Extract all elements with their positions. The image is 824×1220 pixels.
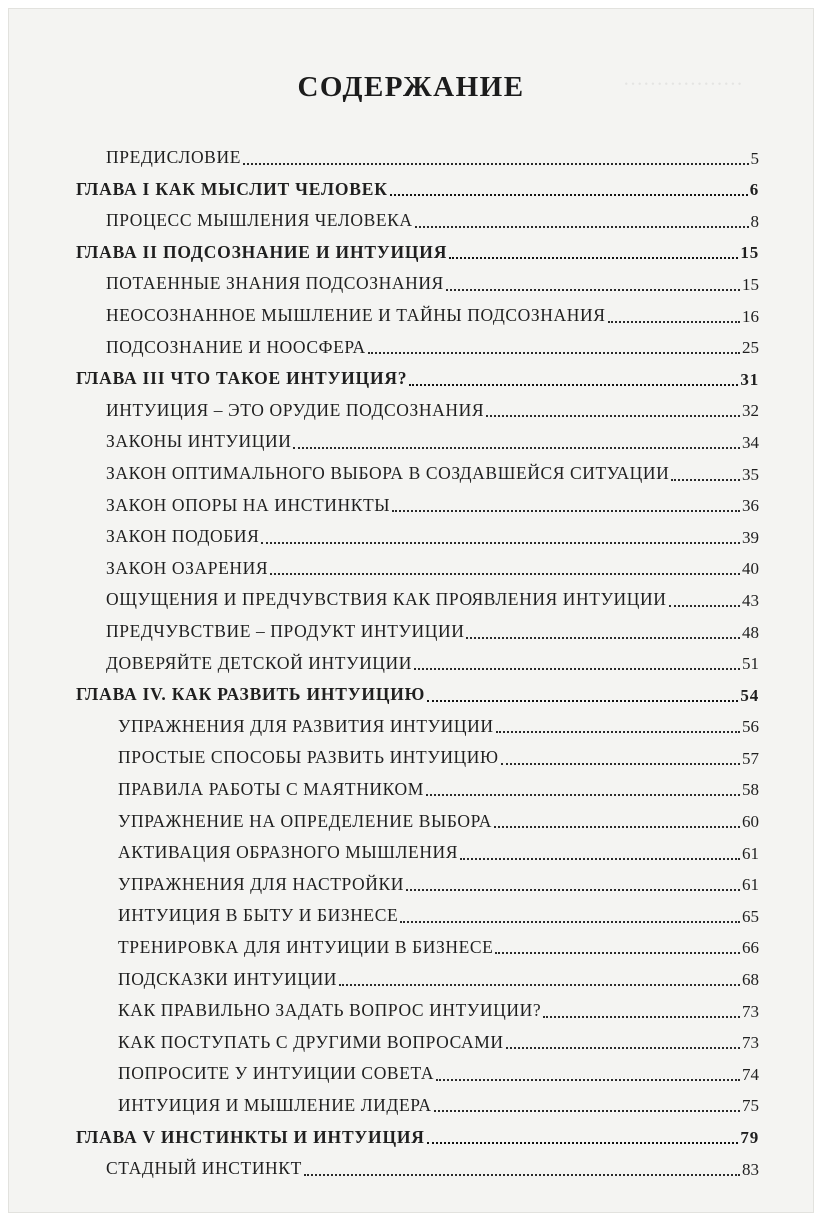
dot-leader	[414, 668, 740, 670]
toc-entry-title: ПОДСКАЗКИ ИНТУИЦИИ	[118, 968, 338, 989]
toc-page-number: 32	[742, 401, 759, 421]
dot-leader	[392, 510, 740, 512]
toc-page-number: 34	[742, 432, 759, 452]
toc-entry-title: ПРОЦЕСС МЫШЛЕНИЯ ЧЕЛОВЕКА	[106, 210, 413, 231]
toc-page-number: 54	[740, 685, 759, 705]
toc-page-number: 61	[742, 843, 759, 863]
toc-section-row	[9, 895, 814, 927]
toc-page-number: 61	[742, 875, 759, 895]
dot-leader	[449, 257, 738, 259]
toc-entry-title: ИНТУИЦИЯ И МЫШЛЕНИЕ ЛИДЕРА	[118, 1094, 432, 1115]
dot-leader	[506, 1047, 740, 1049]
toc-entry-title: ЗАКОН ОПТИМАЛЬНОГО ВЫБОРА В СОЗДАВШЕЙСЯ СИТУАЦИИ	[106, 463, 670, 484]
table-of-contents	[9, 137, 814, 1180]
toc-section-row	[9, 1022, 814, 1054]
toc-section-row	[9, 1053, 814, 1085]
toc-entry-title: АКТИВАЦИЯ ОБРАЗНОГО МЫШЛЕНИЯ	[118, 842, 459, 863]
toc-page-number: 48	[742, 622, 759, 642]
toc-section-row	[9, 327, 814, 359]
toc-page-number: 75	[742, 1096, 759, 1116]
toc-page-number: 35	[742, 464, 759, 484]
toc-entry-title: УПРАЖНЕНИЯ ДЛЯ НАСТРОЙКИ	[118, 873, 405, 894]
toc-entry-title: ГЛАВА V ИНСТИНКТЫ И ИНТУИЦИЯ	[76, 1126, 425, 1147]
toc-section-row	[9, 737, 814, 769]
dot-leader	[543, 1016, 740, 1018]
toc-section-row	[9, 485, 814, 517]
dot-leader	[270, 573, 740, 575]
dot-leader	[495, 952, 740, 954]
toc-entry-title: УПРАЖНЕНИЯ ДЛЯ РАЗВИТИЯ ИНТУИЦИИ	[118, 715, 494, 736]
dot-leader	[486, 415, 740, 417]
toc-entry-title: ЗАКОН ОПОРЫ НА ИНСТИНКТЫ	[106, 494, 391, 515]
toc-entry-title: ЗАКОН ПОДОБИЯ	[106, 526, 260, 547]
toc-page-number: 15	[740, 243, 759, 263]
dot-leader	[406, 889, 740, 891]
toc-chapter-row	[9, 232, 814, 264]
dot-leader	[368, 352, 740, 354]
toc-section-row	[9, 453, 814, 485]
dot-leader	[460, 858, 740, 860]
dot-leader	[304, 1174, 740, 1176]
toc-page-number: 5	[750, 148, 759, 168]
toc-page-number: 43	[742, 590, 759, 610]
toc-entry-title: УПРАЖНЕНИЕ НА ОПРЕДЕЛЕНИЕ ВЫБОРА	[118, 810, 492, 831]
toc-section-row	[9, 200, 814, 232]
toc-section-row	[9, 421, 814, 453]
toc-entry-title: КАК ПРАВИЛЬНО ЗАДАТЬ ВОПРОС ИНТУИЦИИ?	[118, 1000, 542, 1021]
dot-leader	[466, 637, 740, 639]
toc-section-row	[9, 800, 814, 832]
toc-page-number: 40	[742, 559, 759, 579]
toc-page-number: 60	[742, 812, 759, 832]
toc-entry-title: НЕОСОЗНАННОЕ МЫШЛЕНИЕ И ТАЙНЫ ПОДСОЗНАНИЯ	[106, 305, 606, 326]
toc-section-row	[9, 263, 814, 295]
toc-section-row	[9, 958, 814, 990]
dot-leader	[434, 1110, 740, 1112]
toc-section-row	[9, 390, 814, 422]
dot-leader	[501, 763, 740, 765]
toc-page-number: 57	[742, 748, 759, 768]
dot-leader	[243, 163, 749, 165]
toc-page-number: 73	[742, 1033, 759, 1053]
dot-leader	[669, 605, 740, 607]
toc-page-number: 58	[742, 780, 759, 800]
toc-chapter-row	[9, 358, 814, 390]
toc-entry-title: ИНТУИЦИЯ В БЫТУ И БИЗНЕСЕ	[118, 905, 399, 926]
toc-section-row	[9, 516, 814, 548]
toc-page-number: 8	[750, 211, 759, 231]
toc-page-number: 31	[740, 369, 759, 389]
toc-section-row	[9, 295, 814, 327]
book-page	[8, 8, 814, 1213]
toc-section-row	[9, 137, 814, 169]
toc-entry-title: ОЩУЩЕНИЯ И ПРЕДЧУВСТВИЯ КАК ПРОЯВЛЕНИЯ ИНТУИЦИИ	[106, 589, 667, 610]
toc-section-row	[9, 769, 814, 801]
dot-leader	[261, 542, 740, 544]
toc-entry-title: ИНТУИЦИЯ – ЭТО ОРУДИЕ ПОДСОЗНАНИЯ	[106, 399, 485, 420]
toc-entry-title: СТАДНЫЙ ИНСТИНКТ	[106, 1158, 302, 1179]
toc-page-number: 25	[742, 338, 759, 358]
toc-section-row	[9, 927, 814, 959]
toc-page-number: 66	[742, 938, 759, 958]
toc-page-number: 79	[740, 1128, 759, 1147]
toc-entry-title: ПРЕДИСЛОВИЕ	[106, 147, 241, 168]
toc-entry-title: ГЛАВА II ПОДСОЗНАНИЕ И ИНТУИЦИЯ	[76, 241, 448, 262]
dot-leader	[671, 479, 740, 481]
toc-entry-title: КАК ПОСТУПАТЬ С ДРУГИМИ ВОПРОСАМИ	[118, 1031, 504, 1052]
toc-section-row	[9, 832, 814, 864]
toc-entry-title: ПРАВИЛА РАБОТЫ С МАЯТНИКОМ	[118, 778, 424, 799]
dot-leader	[409, 384, 738, 386]
toc-entry-title: ПОДСОЗНАНИЕ И НООСФЕРА	[106, 336, 366, 357]
toc-section-row	[9, 548, 814, 580]
toc-section-row	[9, 643, 814, 675]
toc-entry-title: ЗАКОН ОЗАРЕНИЯ	[106, 557, 269, 578]
toc-section-row	[9, 1148, 814, 1180]
toc-page-number: 68	[742, 970, 759, 990]
dot-leader	[400, 921, 740, 923]
toc-page-number: 73	[742, 1001, 759, 1021]
toc-page-number: 15	[742, 274, 759, 294]
dot-leader	[494, 826, 740, 828]
toc-page-number: 51	[742, 654, 759, 674]
toc-page-number: 39	[742, 527, 759, 547]
toc-page-number: 16	[742, 306, 759, 326]
toc-entry-title: ПРЕДЧУВСТВИЕ – ПРОДУКТ ИНТУИЦИИ	[106, 621, 465, 641]
toc-section-row	[9, 611, 814, 643]
toc-page-number: 56	[742, 717, 759, 737]
dot-leader	[496, 731, 740, 733]
toc-entry-title: ДОВЕРЯЙТЕ ДЕТСКОЙ ИНТУИЦИИ	[106, 652, 413, 673]
toc-entry-title: ГЛАВА III ЧТО ТАКОЕ ИНТУИЦИЯ?	[76, 368, 408, 389]
toc-page-number: 83	[742, 1159, 759, 1179]
toc-page-number: 6	[749, 180, 759, 200]
dot-leader	[390, 194, 748, 196]
toc-chapter-row	[9, 169, 814, 201]
dot-leader	[339, 984, 740, 986]
dot-leader	[415, 226, 749, 228]
dot-leader	[427, 700, 738, 702]
dot-leader	[293, 447, 740, 449]
page-title: СОДЕРЖАНИЕ	[297, 71, 525, 103]
toc-chapter-row	[9, 674, 814, 706]
toc-entry-title: ТРЕНИРОВКА ДЛЯ ИНТУИЦИИ В БИЗНЕСЕ	[118, 936, 494, 957]
dot-leader	[446, 289, 740, 291]
toc-page-number: 36	[742, 496, 759, 516]
dot-leader	[426, 794, 740, 796]
show-through-text: ··················	[623, 72, 743, 94]
toc-section-row	[9, 990, 814, 1022]
toc-entry-title: ПОПРОСИТЕ У ИНТУИЦИИ СОВЕТА	[118, 1063, 435, 1084]
toc-entry-title: ПРОСТЫЕ СПОСОБЫ РАЗВИТЬ ИНТУИЦИЮ	[118, 747, 499, 768]
toc-entry-title: ПОТАЕННЫЕ ЗНАНИЯ ПОДСОЗНАНИЯ	[106, 273, 444, 294]
toc-section-row	[9, 864, 814, 896]
toc-section-row	[9, 1085, 814, 1117]
toc-entry-title: ЗАКОНЫ ИНТУИЦИИ	[106, 431, 292, 452]
dot-leader	[608, 321, 740, 323]
toc-section-row	[9, 706, 814, 738]
toc-entry-title: ГЛАВА IV. КАК РАЗВИТЬ ИНТУИЦИЮ	[76, 684, 426, 705]
toc-chapter-row	[9, 1116, 814, 1148]
toc-page-number: 74	[742, 1064, 759, 1084]
toc-page-number: 65	[742, 906, 759, 926]
toc-entry-title: ГЛАВА I КАК МЫСЛИТ ЧЕЛОВЕК	[76, 178, 388, 199]
dot-leader	[436, 1079, 740, 1081]
dot-leader	[427, 1142, 739, 1144]
toc-section-row	[9, 579, 814, 611]
